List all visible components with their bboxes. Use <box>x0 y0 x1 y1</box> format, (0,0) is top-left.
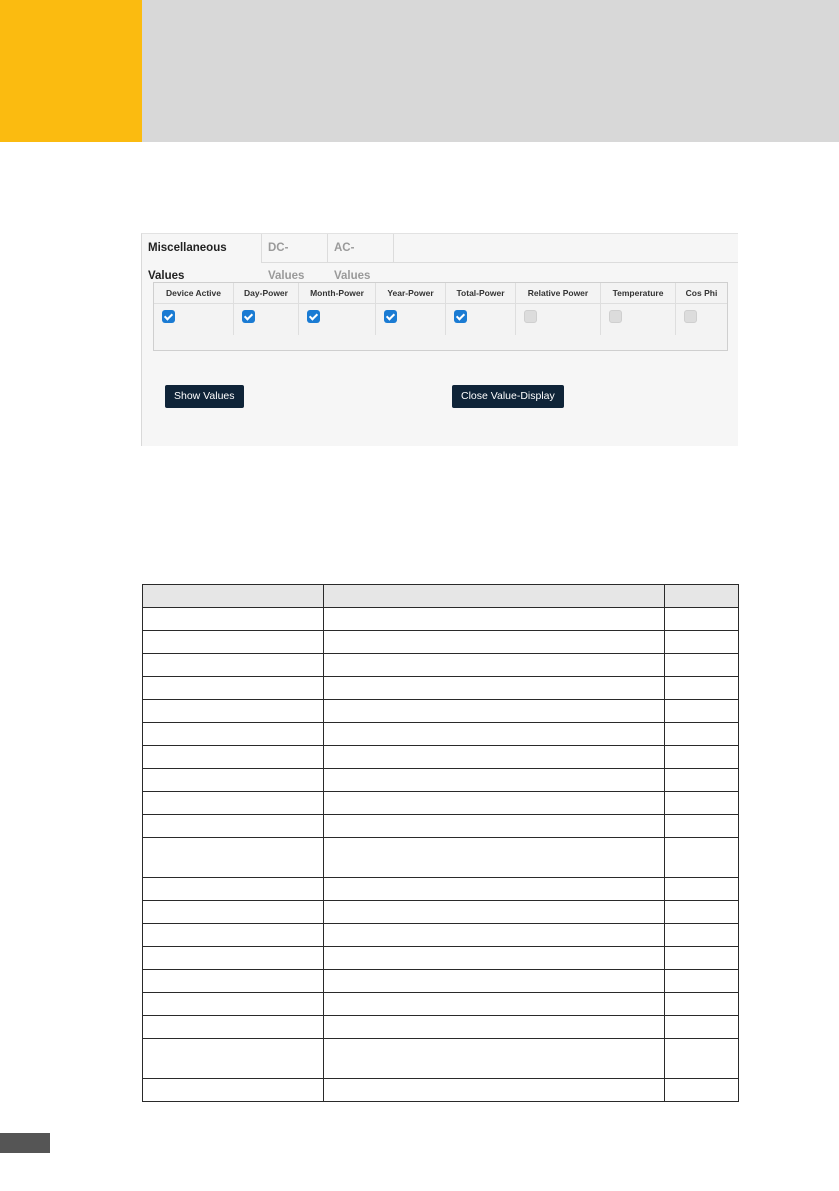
table-cell <box>324 746 665 769</box>
table-row <box>143 901 739 924</box>
table-cell <box>143 631 324 654</box>
table-cell <box>143 901 324 924</box>
page-number-tab <box>0 1133 50 1153</box>
column-month-power <box>299 283 376 335</box>
table-row <box>143 878 739 901</box>
table-cell <box>665 878 739 901</box>
show-values-button[interactable]: Show Values <box>165 385 244 408</box>
table-cell <box>324 1079 665 1102</box>
table-header-row <box>143 585 739 608</box>
relative-power-checkbox[interactable] <box>524 310 537 323</box>
table-row <box>143 970 739 993</box>
total-power-checkbox[interactable] <box>454 310 467 323</box>
table-cell <box>143 924 324 947</box>
column-label: Device Active <box>166 288 221 298</box>
table-cell <box>143 769 324 792</box>
table-cell <box>665 677 739 700</box>
table-cell <box>665 746 739 769</box>
table-cell <box>324 1039 665 1079</box>
device-active-checkbox[interactable] <box>162 310 175 323</box>
table-cell <box>324 901 665 924</box>
header-accent-block <box>0 0 142 142</box>
table-cell <box>665 1039 739 1079</box>
close-value-display-button[interactable]: Close Value-Display <box>452 385 564 408</box>
table-cell <box>324 792 665 815</box>
column-total-power <box>446 283 516 335</box>
table-row <box>143 654 739 677</box>
table-cell <box>665 815 739 838</box>
table-cell <box>324 723 665 746</box>
table-row <box>143 1016 739 1039</box>
month-power-checkbox[interactable] <box>307 310 320 323</box>
table-cell <box>324 970 665 993</box>
table-row <box>143 792 739 815</box>
table-cell <box>143 1079 324 1102</box>
table-cell <box>324 700 665 723</box>
table-cell <box>143 838 324 878</box>
column-day-power <box>234 283 299 335</box>
table-cell <box>665 1016 739 1039</box>
table-row <box>143 700 739 723</box>
table-cell <box>324 631 665 654</box>
table-cell <box>143 1039 324 1079</box>
table-cell <box>143 746 324 769</box>
table-row <box>143 723 739 746</box>
table-cell <box>665 608 739 631</box>
table-cell <box>665 947 739 970</box>
cos-phi-checkbox[interactable] <box>684 310 697 323</box>
table-cell <box>324 878 665 901</box>
table-header-cell <box>665 585 739 608</box>
table-cell <box>143 677 324 700</box>
table-cell <box>324 924 665 947</box>
table-row <box>143 924 739 947</box>
column-relative-power <box>516 283 601 335</box>
table-cell <box>143 947 324 970</box>
column-label: Year-Power <box>387 288 434 298</box>
table-cell <box>665 700 739 723</box>
column-label: Month-Power <box>310 288 364 298</box>
table-cell <box>324 677 665 700</box>
table-cell <box>143 700 324 723</box>
column-year-power <box>376 283 446 335</box>
value-selection-grid <box>153 282 728 351</box>
table-cell <box>665 970 739 993</box>
tab-ac-values[interactable]: AC-Values <box>328 234 394 262</box>
table-cell <box>665 792 739 815</box>
table-row <box>143 769 739 792</box>
tab-bar <box>142 234 738 282</box>
table-row <box>143 947 739 970</box>
table-row <box>143 746 739 769</box>
table-row <box>143 815 739 838</box>
table-cell <box>143 993 324 1016</box>
table-cell <box>665 901 739 924</box>
table-cell <box>324 993 665 1016</box>
column-device-active <box>154 283 234 335</box>
column-label: Relative Power <box>527 288 589 298</box>
table-row <box>143 677 739 700</box>
table-cell <box>143 1016 324 1039</box>
table-cell <box>143 654 324 677</box>
table-header-cell <box>324 585 665 608</box>
table-cell <box>665 838 739 878</box>
table-cell <box>324 838 665 878</box>
table-header-cell <box>143 585 324 608</box>
table-cell <box>143 792 324 815</box>
table-cell <box>324 769 665 792</box>
table-row <box>143 631 739 654</box>
table-row <box>143 608 739 631</box>
table-cell <box>324 1016 665 1039</box>
table-cell <box>665 723 739 746</box>
column-label: Cos Phi <box>685 288 718 298</box>
column-label: Day-Power <box>244 288 288 298</box>
table-cell <box>324 608 665 631</box>
table-cell <box>324 815 665 838</box>
tab-dc-values[interactable]: DC-Values <box>262 234 328 262</box>
day-power-checkbox[interactable] <box>242 310 255 323</box>
table-cell <box>143 970 324 993</box>
table-cell <box>143 878 324 901</box>
table-cell <box>665 993 739 1016</box>
empty-reference-table <box>142 584 739 1102</box>
table-cell <box>665 769 739 792</box>
value-display-panel <box>141 233 738 446</box>
table-cell <box>143 815 324 838</box>
column-label: Temperature <box>612 288 664 298</box>
tab-miscellaneous-values[interactable]: Miscellaneous Values <box>142 234 262 263</box>
column-temperature <box>601 283 676 335</box>
table-row <box>143 1039 739 1079</box>
table-cell <box>665 924 739 947</box>
table-row <box>143 838 739 878</box>
year-power-checkbox[interactable] <box>384 310 397 323</box>
table-row <box>143 993 739 1016</box>
table-cell <box>143 608 324 631</box>
column-cos-phi <box>676 283 727 335</box>
table-row <box>143 1079 739 1102</box>
column-label: Total-Power <box>456 288 505 298</box>
table-cell <box>665 654 739 677</box>
table-cell <box>324 947 665 970</box>
table-cell <box>665 631 739 654</box>
temperature-checkbox[interactable] <box>609 310 622 323</box>
table-cell <box>324 654 665 677</box>
table-cell <box>665 1079 739 1102</box>
table-cell <box>143 723 324 746</box>
